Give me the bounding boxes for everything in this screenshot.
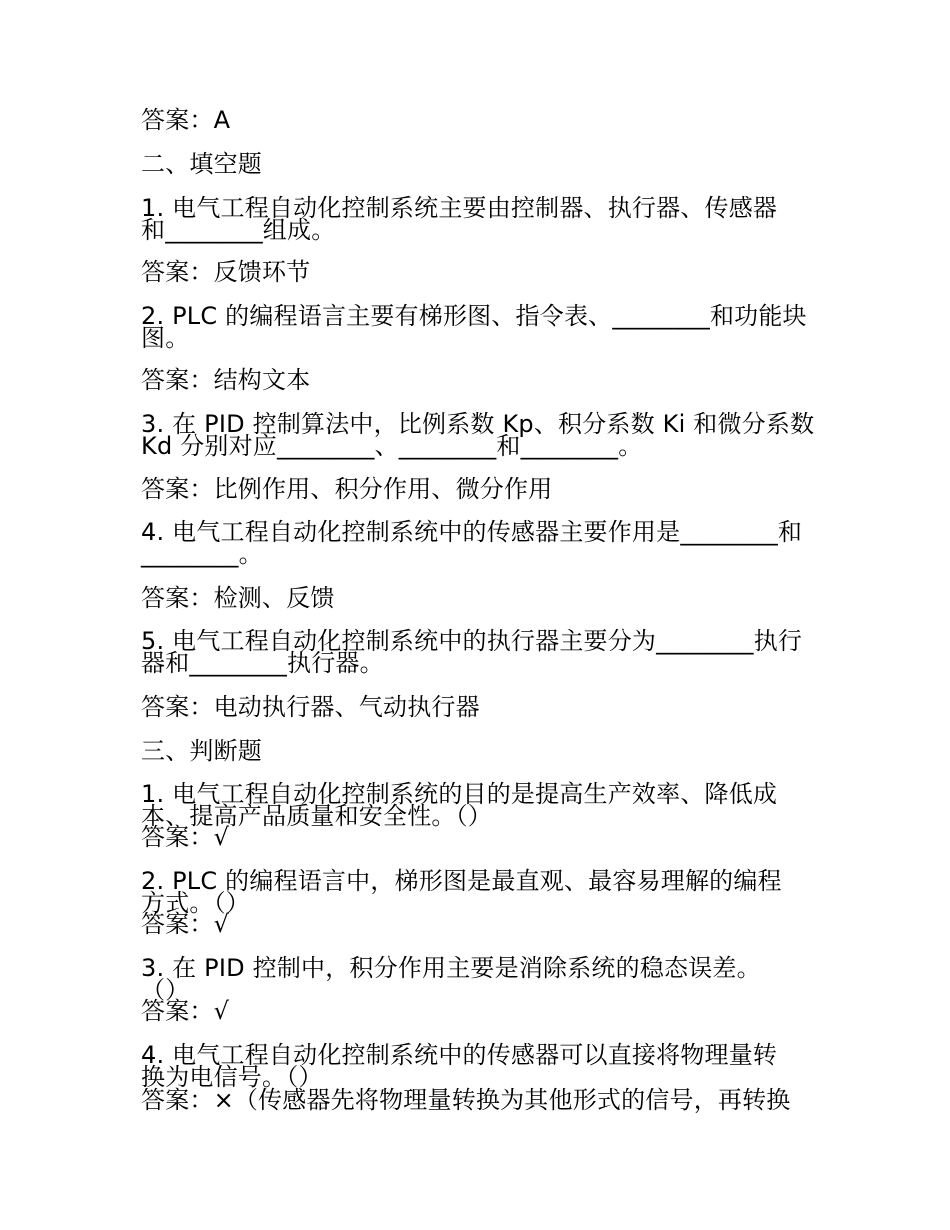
answer-line: 答案：电动执行器、气动执行器 (141, 693, 480, 721)
question-line: 方式。（） (141, 889, 250, 917)
answer-line: 答案：反馈环节 (141, 258, 311, 286)
question-line: 1. 电气工程自动化控制系统的目的是提高生产效率、降低成 (141, 780, 778, 808)
answer-line: 答案：比例作用、积分作用、微分作用 (141, 475, 553, 503)
question-line: 3. 在 PID 控制中，积分作用主要是消除系统的稳态误差。 (141, 954, 761, 982)
question-line: 2. PLC 的编程语言主要有梯形图、指令表、________和功能块 (141, 302, 807, 330)
question-line: 1. 电气工程自动化控制系统主要由控制器、执行器、传感器 (141, 194, 778, 222)
question-line: 4. 电气工程自动化控制系统中的传感器可以直接将物理量转 (141, 1041, 778, 1069)
question-line: 5. 电气工程自动化控制系统中的执行器主要分为________执行 (141, 627, 803, 655)
answer-line: 答案：A (141, 106, 231, 134)
question-line: 图。 (141, 324, 190, 352)
answer-line: 答案：检测、反馈 (141, 584, 335, 612)
answer-line: 答案：√ (141, 997, 230, 1025)
answer-line: 答案：结构文本 (141, 366, 311, 394)
question-line: 和________组成。 (141, 216, 336, 244)
answer-line: 答案：×（传感器先将物理量转换为其他形式的信号，再转换 (141, 1086, 791, 1114)
question-line: 3. 在 PID 控制算法中，比例系数 Kp、积分系数 Ki 和微分系数 (141, 410, 815, 438)
section-heading-fill-in: 二、填空题 (141, 150, 262, 178)
question-line: ________。 (141, 540, 263, 568)
question-line: 2. PLC 的编程语言中，梯形图是最直观、最容易理解的编程 (141, 867, 782, 895)
question-line: 4. 电气工程自动化控制系统中的传感器主要作用是________和 (141, 518, 803, 546)
question-line: 换为电信号。（） (141, 1063, 323, 1091)
question-line: Kd 分别对应________、________和________。 (141, 432, 643, 460)
section-heading-true-false: 三、判断题 (141, 737, 262, 765)
question-line: 本、提高产品质量和安全性。（） (141, 802, 492, 830)
answer-line: 答案：√ (141, 910, 230, 938)
question-line: 器和________执行器。 (141, 649, 384, 677)
answer-line: 答案：√ (141, 823, 230, 851)
question-line: （） (141, 976, 190, 1004)
